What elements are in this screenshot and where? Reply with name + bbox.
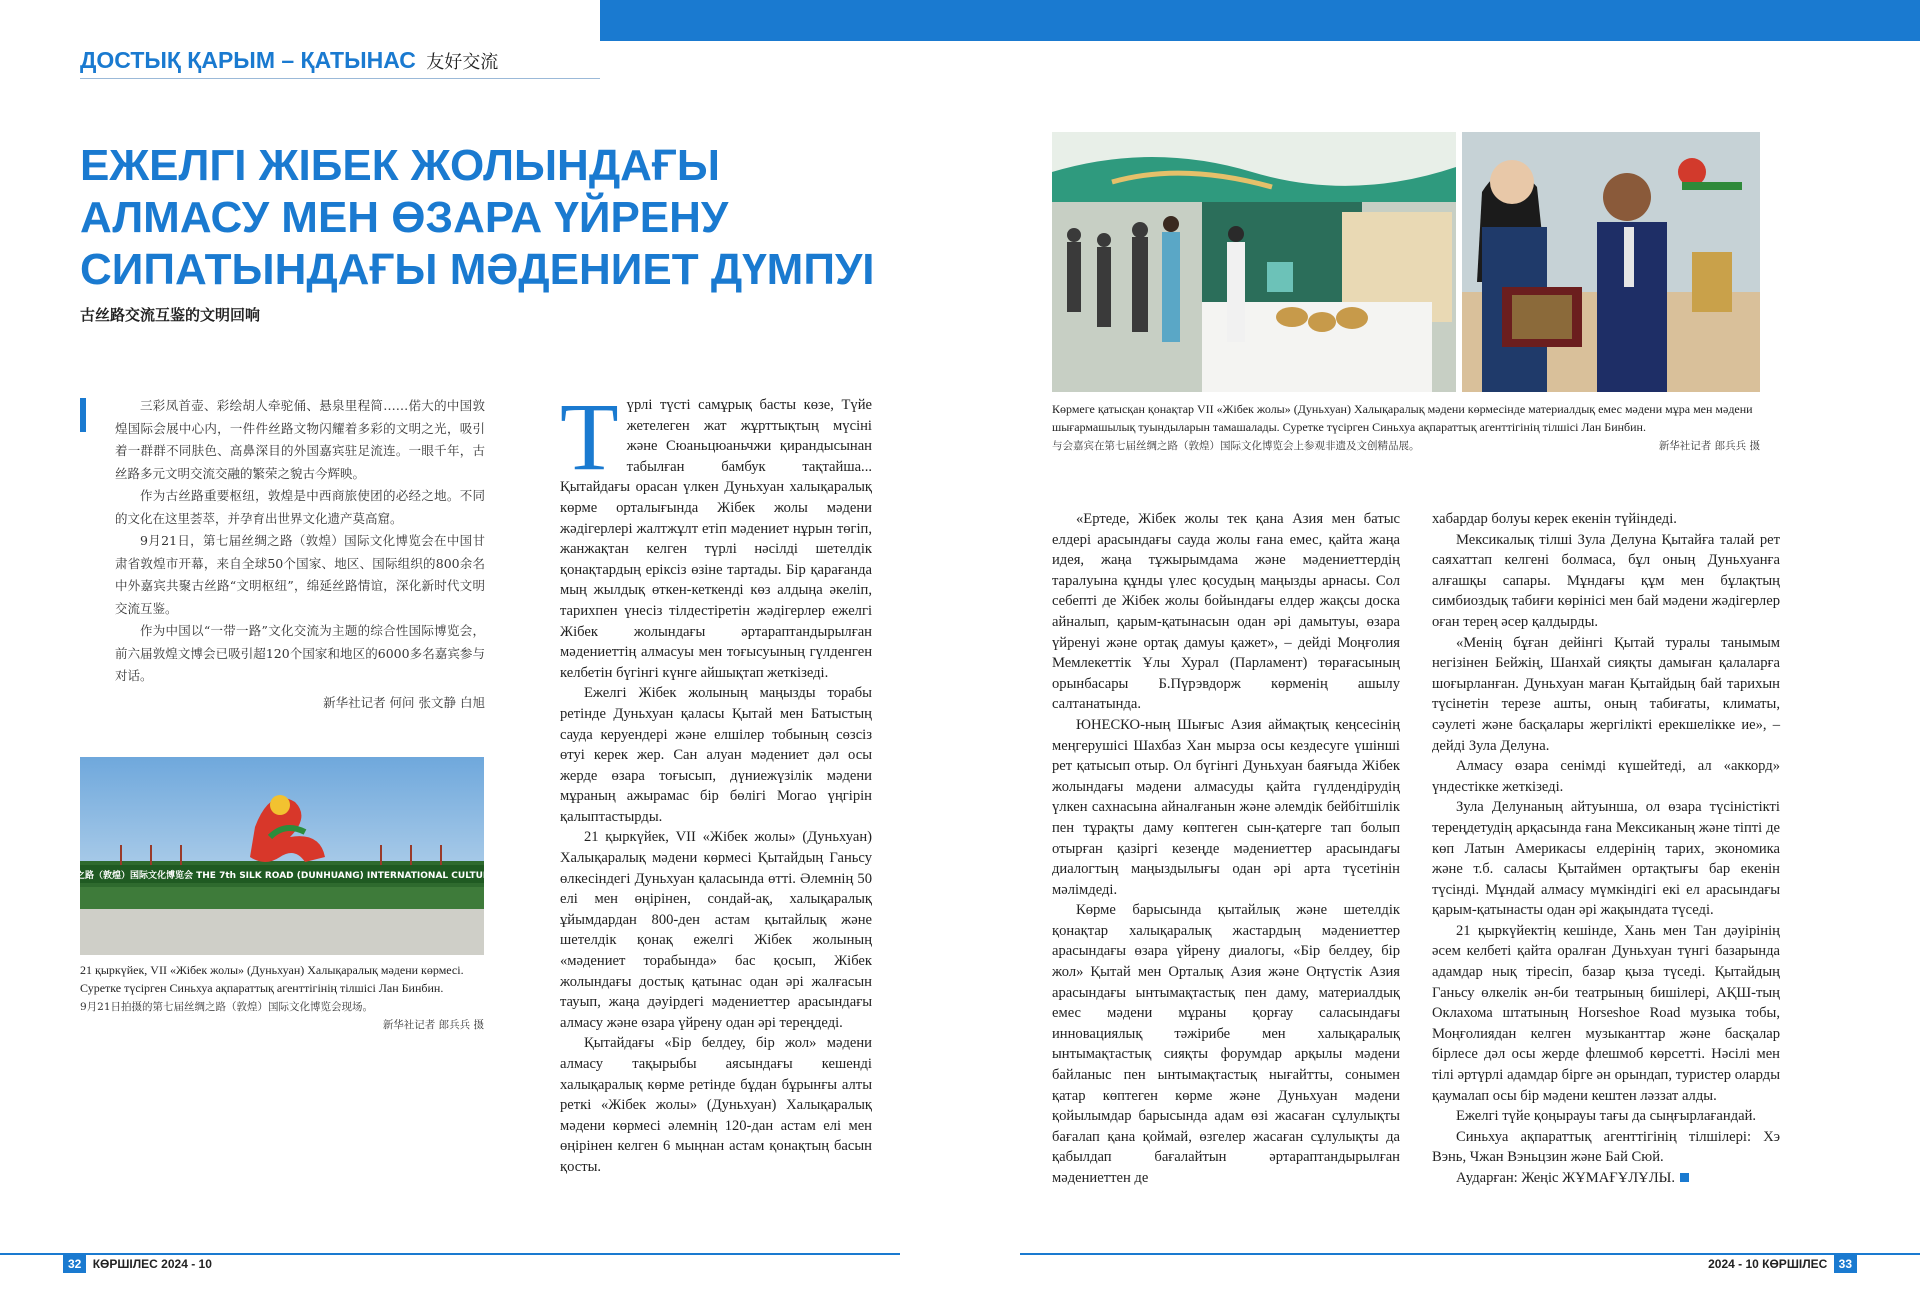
body-paragraph: Мексикалық тілші Зула Делуна Қытайға талай рет саяхаттап келгені болмаса, бұл оның Дуньхуанға алғашқы сапары. Мұндағы құм мен бұлақтың симбиоздық табиғи көрінісі мен бай мәдени жәдігерлер оған терең әсер қалдырды. — [1432, 531, 1780, 630]
magazine-issue-left: КӨРШІЛЕС 2024 - 10 — [92, 1257, 212, 1271]
expo-banner-text: 第七届丝绸之路（敦煌）国际文化博览会 THE 7th SILK ROAD (DUNHUANG) INTERNATIONAL CULTURAL EXPO — [31, 871, 533, 881]
body-paragraph: Ежелгі Жібек жолының маңызды торабы ретінде Дуньхуан қаласы Қытай мен Батыстың сауда керуендері және елшілер тобының сөзсіз өтуі керек жер. Сан алуан мәдениет дәл осы жерде өзара тоғысып, дүниежүзілік мәдени мұраның ажырамас бір бөлігі Могао үңгірін қалыптастырды. — [560, 685, 872, 825]
body-paragraph: Көрме барысында қытайлық және шетелдік қонақтар халықаралық жастардың мәдениеттер арасындағы өзара үйрену диалогы, «Бір белдеу, бір жол» Қытай мен Орталық Азия және Оңтүстік Азия арасындағы ынтымақтастық пен даму, материалдық емес мәдени мұраны қорғау саласындағы инновациялық тәжірибе мен халықаралық ынтымақтастық сияқты форумдар арқылы мәдени байланыс пен ынтымақтастық нығайтты, сонымен қатар көптеген көрме және Дуньхуан мәдени қойылымдар барысында адам өзі жасаған сұлулықты бағалап қана қоймай, өзгелер жасаған сұлулықты да қабылдап бағалайтын әртараптандырылған мәдениеттен де — [1052, 902, 1400, 1186]
section-header — [80, 47, 498, 74]
intro-accent-bar — [80, 398, 86, 432]
page-number-left: 32 — [63, 1255, 86, 1273]
article-subtitle-zh: 古丝路交流互鉴的文明回响 — [80, 306, 261, 324]
photo2-caption-credit: 新华社记者 郎兵兵 摄 — [1658, 440, 1760, 452]
body-paragraph: Ежелгі түйе қоңырауы тағы да сыңғырлағандай. — [1456, 1108, 1757, 1125]
body-paragraph: Синьхуа ақпараттық агенттігінің тілшілері: Хэ Вэнь, Чжан Вэньцзин және Бай Сюй. — [1432, 1128, 1780, 1166]
photo2-caption — [1052, 401, 1760, 456]
article-column-3 — [1432, 509, 1780, 1189]
photo2-caption-kz: Көрмеге қатысқан қонақтар VII «Жібек жолы» (Дуньхуан) Халықаралық мәдени көрмесінде материалдық емес мәдени мұра мен мәдени шығармашылық туындыларын тамашалады. Суретке түсірген Синьхуа ақпараттық агенттігінің тілшісі Лан Бинбин. — [1052, 402, 1753, 434]
top-accent-bar — [600, 0, 1920, 41]
zh-paragraph: 作为中国以“一带一路”文化交流为主题的综合性国际博览会，前六届敦煌文博会已吸引超120个国家和地区的6000多名嘉宾参与对话。 — [115, 623, 485, 683]
magazine-issue-right: 2024 - 10 КӨРШІЛЕС — [1708, 1257, 1828, 1271]
translator-text: Аударған: Жеңіс ЖҰМАҒҰЛҰЛЫ. — [1456, 1170, 1675, 1186]
body-paragraph: «Менің бұған дейінгі Қытай туралы танымым негізінен Бейжің, Шанхай сияқты дамыған қалаларға шоғырланған. Дуньхуан маған Қытайдың бай тарихын түсінетін терезе ашты, оның табиғаты, климаты, сәулеті және басқалары жергілікті ерекшелікке ие», – дейді Зула Делуна. — [1432, 634, 1780, 754]
translator-line — [1432, 1168, 1780, 1189]
body-paragraph: Қытайдағы «Бір белдеу, бір жол» мәдени алмасу тақырыбы аясындағы кешенді халықаралық көрме ретінде бұдан бұрынғы алты реткі «Жібек жолы» (Дуньхуан) Халықаралық мәдени көрмесі әлемнің 120-дан астам елі мен өңірінен келген 6 мыңнан астам қонақтың басын қосты. — [560, 1035, 872, 1175]
body-paragraph: 21 қыркүйектің кешінде, Хань мен Тан дәуірінің әсем келбеті қайта оралған Дуньхуан түнгі базарында адамдар нық тіресіп, базар қыза түседі. Қытайдың Ганьсу өлкелік ән-би театрының бишілері, АҚШ-тың Оклахома штатының Horseshoe Road музыка тобы, Моңғолиядан келген музыканттар және басқалар бірлесе дәл осы жерде флешмоб көрсетті. Нәсілі мен тілі әртүрлі адамдар бірге ән орындап, туристер оларды қаумалап осы бір мәдени кештен ләззат алды. — [1432, 922, 1780, 1104]
body-paragraph: ЮНЕСКО-ның Шығыс Азия аймақтық кеңсесінің меңгерушісі Шахбаз Хан мырза осы кездесуге үшінші рет қатысып отыр. Ол бүгінгі Дуньхуан баяғыда Жібек жолындағы мәдени алмасуды қайта гүлдендірудің үлкен сахнасына айналғанын және әлемдік бейбітшілік пен тұрақты даму көптеген сын-қатерге тап болып отырған қазіргі кезеңде мәдениеттер арасындағы диалогтың маңыздылығы одан әрі арта түсетінін мәлімдеді. — [1052, 716, 1400, 898]
body-paragraph: «Ертеде, Жібек жолы тек қана Азия мен батыс елдері арасындағы сауда жолы ғана емес, қайта жаңа идея, жаңа тұжырымдама және мәдениеттердің таралуына құнды үлес қосудың маңызды арнасы. Сол себепті де Жібек жолы бойындағы елдер жақсы доска айналып, қарым-қатынасын одан әрі дамытуы, өзара үйренуі және ортақ дамуы қажет», – дейді Моңғолия Мемлекеттік Ұлы Хурал (Парламент) төрағасының орынбасары Б.Пүрэвдорж көрменің ашылу салтанатында. — [1052, 511, 1400, 713]
end-mark — [1680, 1173, 1689, 1182]
photo1-caption — [80, 962, 484, 1034]
drop-cap: Т — [560, 383, 619, 490]
zh-paragraph: 三彩凤首壶、彩绘胡人牵驼俑、悬泉里程简……偌大的中国敦煌国际会展中心内，一件件丝路文物闪耀着多彩的文明之光，吸引着一群群不同肤色、高鼻深目的外国嘉宾驻足流连。一眼千年，古丝路多元文明交流交融的繁荣之貌古今辉映。 — [115, 398, 485, 481]
body-paragraph: 21 қыркүйек, VII «Жібек жолы» (Дуньхуан) Халықаралық мәдени көрмесі Қытайдың Ганьсу өлкесіндегі Дуньхуан қаласында өтті. Әлемнің 50 елі мен өңірінен, сондай-ақ, халықаралық ұйымдардан 800-ден астам қытайлық және шетелдік қонақ ежелгі Жібек жолының «мәдениет торабында» бас қосып, Жібек жолындағы достық қатынас одан әрі жалғасын тауып, жаңа дәуірдегі мәдениеттер арасындағы алмасу және өзара үйрену одан әрі тереңдеді. — [560, 829, 872, 1031]
zh-paragraph: 9月21日，第七届丝绸之路（敦煌）国际文化博览会在中国甘肃省敦煌市开幕，来自全球50个国家、地区、国际组织的800余名中外嘉宾共聚古丝路“文明枢纽”，绵延丝路情谊，深化新时代文明交流互鉴。 — [115, 533, 485, 616]
photo1-caption-credit: 新华社记者 郎兵兵 摄 — [382, 1018, 484, 1031]
photo1-caption-zh: 9月21日拍摄的第七届丝绸之路（敦煌）国际文化博览会现场。 — [80, 1001, 374, 1013]
chinese-intro — [115, 395, 485, 714]
lead-text: үрлі түсті самұрық басты көзе, Түйе жетелеген жат жұрттықтың мүсіні және Сюаньцюаньчжи қирандысынан табылған бамбук тақтайша... Қытайдағы орасан үлкен Дуньхуан халықаралық көрме орталығында Жібек жолы мәдени жәдігерлері жалтжұлт етіп мәдениет нұрын төгіп, жанжақтан келген түрлі нәсілді шетелдік қонақтардың еріксіз өзіне тартады. Бір қарағанда мың жылдық өткен-кеткенді көз алдыңа әкеліп, тарихпен үнесіз тілдестіретін жәдігерлер ежелгі Жібек жолындағы әртараптандырылған мәдениеттің алмасуы мен тоғысуының гүлденген келбетін бүгінгі күнге айшықтап жеткізеді. — [560, 397, 872, 681]
page-number-right: 33 — [1834, 1255, 1857, 1273]
body-paragraph: хабардар болуы керек екенін түйіндеді. — [1432, 511, 1677, 527]
article-column-1 — [560, 383, 872, 1178]
zh-paragraph: 作为古丝路重要枢纽，敦煌是中西商旅使团的必经之地。不同的文化在这里荟萃，并孕育出世界文化遗产莫高窟。 — [115, 488, 485, 526]
lead-paragraph — [560, 383, 872, 683]
article-column-2 — [1052, 509, 1400, 1189]
expo-gate-photo — [31, 757, 533, 955]
photo1-caption-kz: 21 қыркүйек, VII «Жібек жолы» (Дуньхуан) Халықаралық мәдени көрмесі. Суретке түсірген Синьхуа ақпараттық агенттігінің тілшісі Лан Бинбин. — [80, 963, 464, 995]
folio-left — [60, 1255, 212, 1273]
article-title: ЕЖЕЛГІ ЖІБЕК ЖОЛЫНДАҒЫ АЛМАСУ МЕН ӨЗАРА ҮЙРЕНУ СИПАТЫНДАҒЫ МӘДЕНИЕТ ДҮМПУІ — [80, 141, 875, 294]
photo2-caption-zh: 与会嘉宾在第七届丝绸之路（敦煌）国际文化博览会上参观非遗及文创精品展。 — [1052, 440, 1420, 452]
body-paragraph: Зула Делунаның айтуынша, ол өзара түсіністікті тереңдетудің арқасында ғана Мексиканың және тіпті де көп Латын Америкасы елдерінің тарих, экономика және т.б. саласы Қытаймен ортақтығы бар екенін түсінді. Мұндай алмасу мүмкіндігі екі ел арасындағы қарым-қатынасты одан әрі жақындата түседі. — [1432, 799, 1780, 919]
section-rule — [80, 78, 600, 79]
zh-intro-credit: 新华社记者 何问 张文静 白旭 — [323, 694, 485, 710]
section-title-zh: 友好交流 — [426, 52, 499, 72]
exhibition-visitors-photo — [1052, 132, 1456, 392]
section-title-kz: ДОСТЫҚ ҚАРЫМ – ҚАТЫНАС — [80, 47, 416, 73]
folio-right — [1708, 1255, 1860, 1273]
body-paragraph: Алмасу өзара сенімді күшейтеді, ал «аккорд» үндестікке жеткізеді. — [1432, 758, 1780, 795]
exhibit-guests-photo — [1462, 132, 1760, 392]
